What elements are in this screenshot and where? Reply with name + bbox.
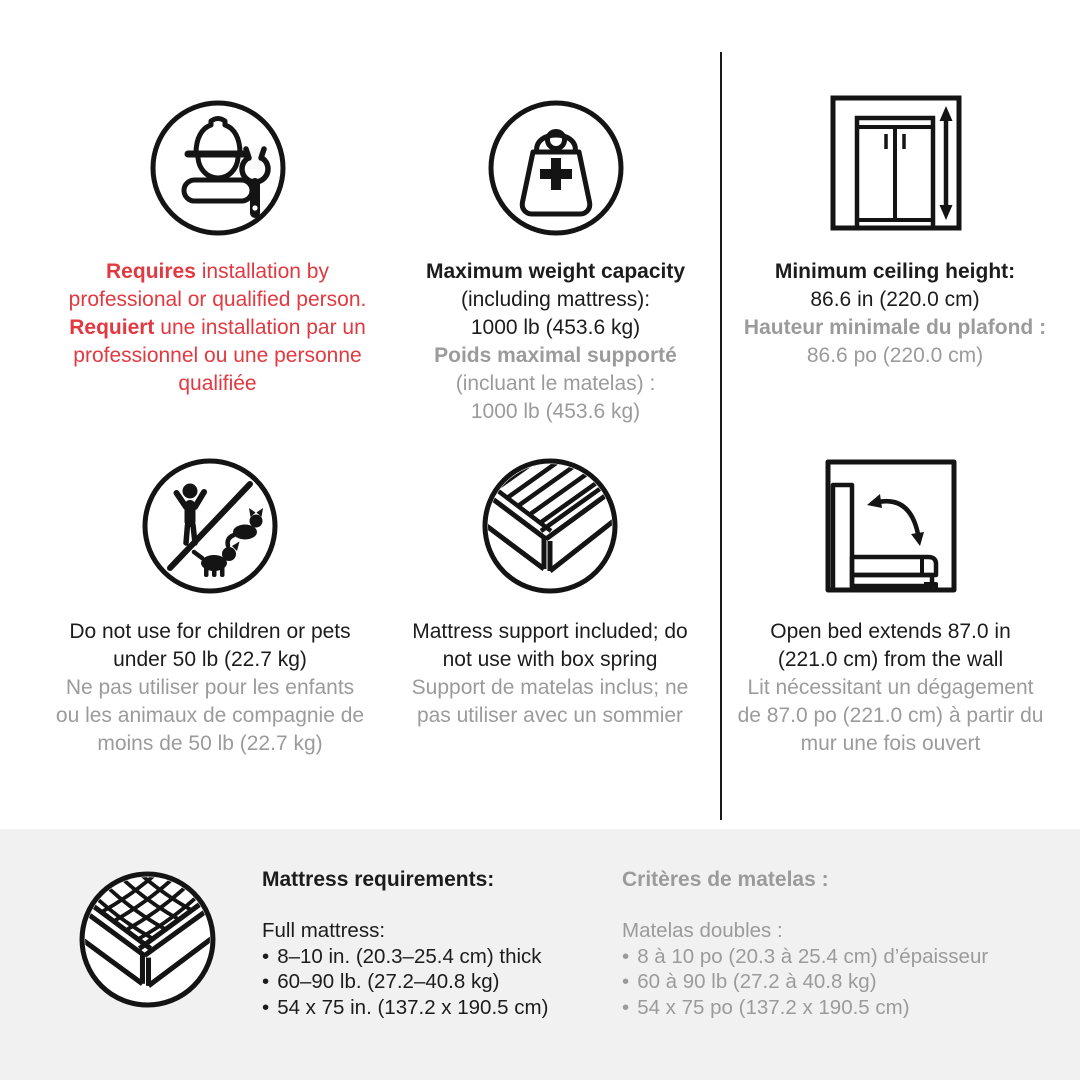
open-bed-line-en-2: (221.0 cm) from the wall	[777, 648, 1004, 671]
max-weight-title-en: Maximum weight capacity	[425, 260, 686, 283]
max-weight-title-fr: Poids maximal supporté	[434, 344, 677, 367]
mattress-requirements-subheader-en: Full mattress:	[262, 919, 386, 942]
open-bed-line-fr-1: Lit nécessitant un dégagement	[747, 676, 1034, 699]
mattress-bullet-fr-3: • 54 x 75 po (137.2 x 190.5 cm)	[622, 995, 1072, 1021]
children-pets-line-fr-2: ou les animaux de compagnie de	[55, 704, 365, 727]
children-pets-line-fr-3: moins de 50 lb (22.7 kg)	[97, 732, 323, 755]
mattress-bullet-en-3: • 54 x 75 in. (137.2 x 190.5 cm)	[262, 995, 612, 1021]
mattress-support-block	[390, 456, 710, 730]
max-weight-line-fr-2: (incluant le matelas) :	[455, 372, 656, 395]
open-bed-clearance-icon	[723, 456, 1058, 596]
installation-line-3-bold: Requiert	[69, 316, 155, 339]
installation-line-3: Requiert une installation par un	[69, 316, 366, 339]
open-bed-line-fr-2: de 87.0 po (221.0 cm) à partir du	[737, 704, 1044, 727]
mattress-requirements-subheader-fr: Matelas doubles :	[622, 919, 783, 942]
max-weight-block	[393, 98, 718, 426]
mattress-support-line-en-1: Mattress support included; do	[412, 620, 688, 643]
installer-worker-icon	[45, 98, 390, 238]
slatted-support-icon	[390, 456, 710, 596]
ceiling-height-title-en: Minimum ceiling height:	[774, 260, 1016, 283]
installation-line-2: professional or qualified person.	[68, 288, 367, 311]
mattress-requirements-header-fr: Critères de matelas :	[622, 868, 829, 891]
mattress-bullet-en-1: • 8–10 in. (20.3–25.4 cm) thick	[262, 944, 612, 970]
children-pets-line-fr-1: Ne pas utiliser pour les enfants	[65, 676, 355, 699]
ceiling-height-value-fr: 86.6 po (220.0 cm)	[806, 344, 984, 367]
installation-line-4: professionnel ou une personne	[73, 344, 362, 367]
mattress-support-line-fr-1: Support de matelas inclus; ne	[411, 676, 689, 699]
installation-block	[45, 98, 390, 398]
ceiling-height-value-en: 86.6 in (220.0 cm)	[810, 288, 980, 311]
mattress-bullet-fr-2: • 60 à 90 lb (27.2 à 40.8 kg)	[622, 969, 1072, 995]
max-weight-line-en-3: 1000 lb (453.6 kg)	[470, 316, 641, 339]
children-pets-block	[40, 456, 380, 758]
mattress-requirements-header-en: Mattress requirements:	[262, 868, 495, 891]
section-divider	[720, 52, 722, 820]
ceiling-height-icon	[735, 93, 1055, 233]
installation-line-5: qualifiée	[178, 372, 257, 395]
max-weight-line-en-2: (including mattress):	[460, 288, 651, 311]
children-pets-line-en-2: under 50 lb (22.7 kg)	[113, 648, 307, 671]
open-bed-line-fr-3: mur une fois ouvert	[800, 732, 981, 755]
children-pets-line-en-1: Do not use for children or pets	[69, 620, 351, 643]
mattress-icon	[76, 868, 219, 1011]
open-bed-block	[723, 456, 1058, 758]
no-children-pets-icon	[40, 456, 380, 596]
mattress-support-line-en-2: not use with box spring	[442, 648, 658, 671]
installation-line-1: Requires installation by	[106, 260, 329, 283]
max-weight-line-fr-3: 1000 lb (453.6 kg)	[470, 400, 641, 423]
mattress-bullet-en-2: • 60–90 lb. (27.2–40.8 kg)	[262, 969, 612, 995]
mattress-support-line-fr-2: pas utiliser avec un sommier	[416, 704, 684, 727]
mattress-requirements-band	[0, 829, 1080, 1080]
mattress-requirements-fr	[622, 866, 1072, 1020]
ceiling-height-block	[735, 93, 1055, 370]
open-bed-line-en-1: Open bed extends 87.0 in	[770, 620, 1011, 643]
ceiling-height-title-fr: Hauteur minimale du plafond :	[743, 316, 1047, 339]
weight-capacity-icon	[393, 98, 718, 238]
installation-line-1-bold: Requires	[106, 260, 196, 283]
mattress-requirements-en	[262, 866, 612, 1020]
mattress-bullet-fr-1: • 8 à 10 po (20.3 à 25.4 cm) d’épaisseur	[622, 944, 1072, 970]
